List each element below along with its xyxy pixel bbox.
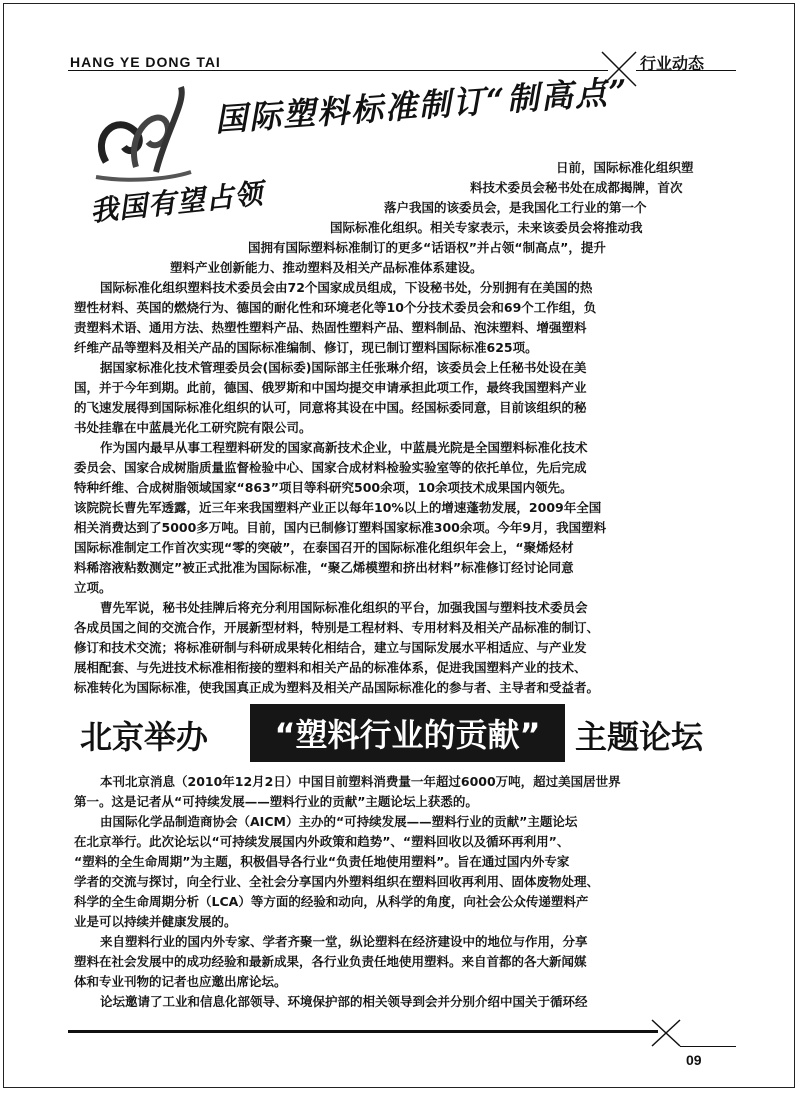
article1-line: 的飞速发展得到国际标准化组织的认可，同意将其设在中国。经国标委同意，目前该组织的秘 [74, 400, 587, 415]
article1-line: 展相配套、与先进技术标准相衔接的塑料和相关产品的标准体系，促进我国塑料产业的技术、 [74, 660, 587, 675]
footer-rule-right [680, 1046, 736, 1047]
article1-line: 相关消费达到了5000多万吨。目前，国内已制修订塑料国家标准300余项。今年9月，我国塑料 [74, 520, 607, 535]
article1-line: 国际标准化组织塑料技术委员会由72个国家成员组成，下设秘书处，分别拥有在美国的热 [100, 280, 593, 295]
header-rule [68, 70, 608, 71]
article1-line: 特种纤维、合成树脂领域国家“863”项目等科研究500余项，10余项技术成果国内领先。 [74, 480, 573, 495]
banner-right: 主题论坛 [575, 718, 704, 756]
headline-bottom: 我国有望占领 [88, 176, 265, 228]
article1-line: 委员会、国家合成树脂质量监督检验中心、国家合成材料检验实验室等的依托单位，先后完成 [74, 460, 587, 475]
article1-line: 责塑料术语、通用方法、热塑性塑料产品、热固性塑料产品、塑料制品、泡沫塑料、增强塑料 [74, 320, 587, 335]
article1-line: 立项。 [74, 580, 112, 595]
article1-line: 塑料产业创新能力、推动塑料及相关产品标准体系建设。 [170, 260, 483, 275]
article1-line: 标准转化为国际标准，使我国真正成为塑料及相关产品国际标准化的参与者、主导者和受益者。 [74, 680, 600, 695]
article2-line: “塑料的全生命周期”为主题，积极倡导各行业“负责任地使用塑料”。旨在通过国内外专家 [74, 854, 570, 869]
article2-line: 科学的全生命周期分析（LCA）等方面的经验和动向，从科学的角度，向社会公众传递塑料产 [74, 894, 589, 909]
article1-line: 书处挂靠在中蓝晨光化工研究院有限公司。 [74, 420, 312, 435]
article1-line: 国际标准制定工作首次实现“零的突破”，在泰国召开的国际标准化组织年会上，“聚烯烃材 [74, 540, 574, 555]
footer-rule [68, 1030, 658, 1033]
article2-line: 由国际化学品制造商协会（AICM）主办的“可持续发展——塑料行业的贡献”主题论坛 [100, 814, 578, 829]
page-number: 09 [686, 1052, 702, 1068]
article1-line: 塑性材料、英国的燃烧行为、德国的耐化性和环境老化等10个分技术委员会和69个工作组，负 [74, 300, 597, 315]
article2-line: 业是可以持续并健康发展的。 [74, 914, 237, 929]
article1-line: 该院院长曹先军透露，近三年来我国塑料产业正以每年10%以上的增速蓬勃发展，2009年全国 [74, 500, 602, 515]
article2-line: 本刊北京消息（2010年12月2日）中国目前塑料消费量一年超过6000万吨，超过美国居世界 [100, 774, 621, 789]
article1-line: 料技术委员会秘书处在成都揭牌，首次 [470, 180, 683, 195]
banner-highlight: “塑料行业的贡献” [250, 704, 565, 762]
article1-line: 国拥有国际塑料标准制订的更多“话语权”并占领“制高点”，提升 [248, 240, 606, 255]
footer-x-mark [650, 1018, 690, 1048]
article2-line: 第一。这是记者从“可持续发展——塑料行业的贡献”主题论坛上获悉的。 [74, 794, 478, 809]
article2-line: 学者的交流与探讨，向全行业、全社会分享国内外塑料组织在塑料回收再利用、固体废物处理、 [74, 874, 600, 889]
header-title: HANG YE DONG TAI [70, 54, 221, 70]
article2-line: 论坛邀请了工业和信息化部领导、环境保护部的相关领导到会并分别介绍中国关于循环经 [100, 994, 588, 1009]
banner-left: 北京举办 [80, 718, 209, 756]
article1-line: 作为国内最早从事工程塑料研发的国家高新技术企业，中蓝晨光院是全国塑料标准化技术 [100, 440, 588, 455]
article1-line: 落户我国的该委员会，是我国化工行业的第一个 [384, 200, 647, 215]
article1-line: 料稀溶液粘数测定”被正式批准为国际标准，“聚乙烯模塑和挤出材料”标准修订经讨论同意 [74, 560, 574, 575]
article1-line: 曹先军说，秘书处挂牌后将充分利用国际标准化组织的平台，加强我国与塑料技术委员会 [100, 600, 588, 615]
article2-line: 塑料在社会发展中的成功经验和最新成果，各行业负责任地使用塑料。来自首都的各大新闻媒 [74, 954, 587, 969]
article1-line: 据国家标准化技术管理委员会(国标委)国际部主任张琳介绍，该委员会上任秘书处设在美 [100, 360, 587, 375]
section-label: 行业动态 [640, 54, 705, 73]
article1-line: 国际标准化组织。相关专家表示，未来该委员会将推动我 [330, 220, 643, 235]
article2-line: 来自塑料行业的国内外专家、学者齐聚一堂，纵论塑料在经济建设中的地位与作用，分享 [100, 934, 588, 949]
article1-line: 国，并于今年到期。此前，德国、俄罗斯和中国均提交申请承担此项工作，最终我国塑料产业 [74, 380, 587, 395]
article1-line: 修订和技术交流；将标准研制与科研成果转化相结合，建立与国际发展水平相适应、与产业发 [74, 640, 587, 655]
header-rule-right [636, 70, 736, 71]
article2-line: 体和专业刊物的记者也应邀出席论坛。 [74, 974, 287, 989]
swirl-logo-icon [86, 82, 196, 192]
article1-line: 日前，国际标准化组织塑 [556, 160, 694, 175]
headline-top: 国际塑料标准制订“制高点” [213, 72, 631, 139]
article2-line: 在北京举行。此次论坛以“可持续发展国内外政策和趋势”、“塑料回收以及循环再利用”、 [74, 834, 570, 849]
article1-line: 纤维产品等塑料及相关产品的国际标准编制、修订，现已制订塑料国际标准625项。 [74, 340, 538, 355]
article1-line: 各成员国之间的交流合作，开展新型材料，特别是工程材料、专用材料及相关产品标准的制订、 [74, 620, 600, 635]
